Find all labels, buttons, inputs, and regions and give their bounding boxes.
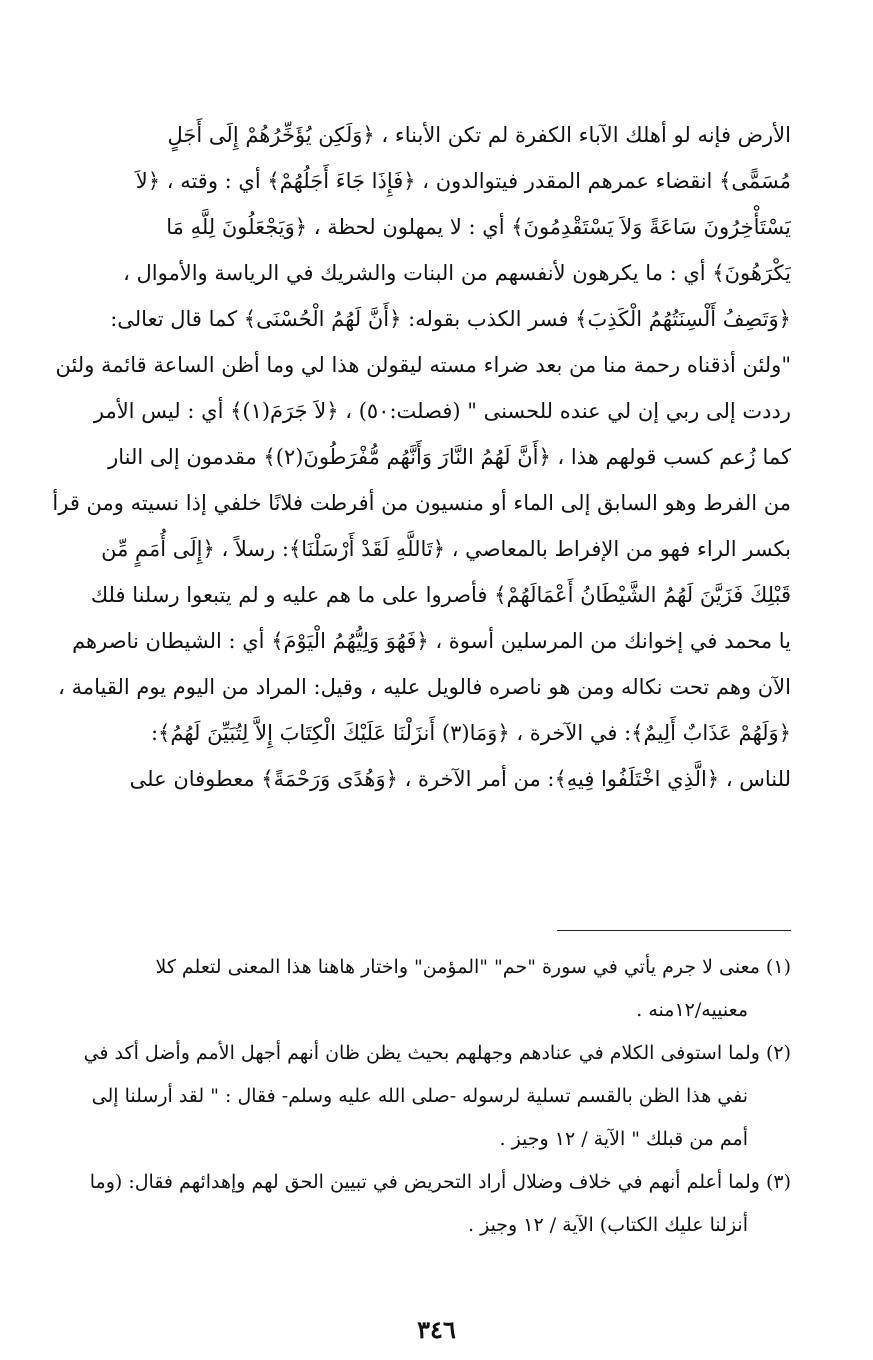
text-line-1: الأرض فإنه لو أهلك الآباء الكفرة لم تكن الأبناء ، ﴿وَلَكِن يُؤَخِّرُهُمْ إِلَى أَجَلٍ — [167, 123, 791, 147]
footnote-line: معنييه/١٢منه . — [636, 999, 748, 1021]
footnotes — [44, 946, 791, 1247]
footnote-line: أنزلنا عليك الكتاب) الآية / ١٢ وجيز . — [468, 1214, 748, 1236]
footnote-line: (٢) ولما استوفى الكلام في عنادهم وجهلهم بحيث يظن ظان أنهم أجهل الأمم وأضل أكد في — [83, 1042, 791, 1064]
text-line-9: من الفرط وهو السابق إلى الماء أو منسيون من أفرطت فلانًا خلفي إذا نسيته ومن قرأ — [52, 491, 791, 515]
text-line-3: يَسْتَأْخِرُونَ سَاعَةً وَلاَ يَسْتَقْدِمُونَ﴾ أي : لا يمهلون لحظة ، ﴿وَيَجْعَلُونَ لِلَّهِ مَا — [166, 215, 791, 239]
footnote-3 — [44, 1161, 791, 1247]
text-line-13: الآن وهم تحت نكاله ومن هو ناصره فالويل عليه ، وقيل: المراد من اليوم يوم القيامة ، — [58, 675, 791, 699]
text-line-8: كما زُعم كسب قولهم هذا ، ﴿أَنَّ لَهُمُ النَّارَ وَأَنَّهُم مُّفْرَطُونَ(٢)﴾ مقدمون إلى النار — [108, 445, 791, 469]
text-line-2: مُسَمًّى﴾ انقضاء عمرهم المقدر فيتوالدون ، ﴿فَإِذَا جَاءَ أَجَلُهُمْ﴾ أي : وقته ، ﴿لاَ — [135, 169, 791, 193]
footnote-separator — [557, 930, 791, 931]
footnote-1 — [44, 946, 791, 1032]
main-text — [44, 112, 791, 802]
footnote-line: (١) معنى لا جرم يأتي في سورة "حم" "المؤمن" واختار هاهنا هذا المعنى لتعلم كلا — [155, 956, 791, 978]
text-line-15: للناس ، ﴿الَّذِي اخْتَلَفُوا فِيهِ﴾: من أمر الآخرة ، ﴿وَهُدًى وَرَحْمَةً﴾ معطوفان على — [129, 767, 791, 791]
text-line-12: يا محمد في إخوانك من المرسلين أسوة ، ﴿فَهُوَ وَلِيُّهُمُ الْيَوْمَ﴾ أي : الشيطان ناصرهم — [72, 629, 791, 653]
text-line-10: بكسر الراء فهو من الإفراط بالمعاصي ، ﴿تَاللَّهِ لَقَدْ أَرْسَلْنَا﴾: رسلاً ، ﴿إِلَى أُمَمٍ مِّن — [101, 537, 791, 561]
footnote-2 — [44, 1032, 791, 1161]
page-number: ٣٤٦ — [417, 1315, 456, 1344]
footnote-line: نفي هذا الظن بالقسم تسلية لرسوله -صلى الله عليه وسلم- فقال : " لقد أرسلنا إلى — [91, 1085, 748, 1107]
text-line-5: ﴿وَتَصِفُ أَلْسِنَتُهُمُ الْكَذِبَ﴾ فسر الكذب بقوله: ﴿أَنَّ لَهُمُ الْحُسْنَى﴾ كما قال تعالى: — [110, 307, 791, 331]
text-line-11: قَبْلِكَ فَزَيَّنَ لَهُمُ الشَّيْطَانُ أَعْمَالَهُمْ﴾ فأصروا على ما هم عليه و لم يتبعوا رسلنا فلك — [90, 583, 791, 607]
footnote-line: (٣) ولما أعلم أنهم في خلاف وضلال أراد التحريض في تبيين الحق لهم وإهدائهم فقال: (وما — [89, 1171, 791, 1193]
text-line-7: رددت إلى ربي إن لي عنده للحسنى " (فصلت:٥٠) ، ﴿لاَ جَرَمَ(١)﴾ أي : ليس الأمر — [93, 399, 791, 423]
footnote-line: أمم من قبلك " الآية / ١٢ وجيز . — [499, 1128, 748, 1150]
text-line-6: "ولئن أذقناه رحمة منا من بعد ضراء مسته ليقولن هذا لي وما أظن الساعة قائمة ولئن — [55, 353, 791, 377]
text-line-4: يَكْرَهُونَ﴾ أي : ما يكرهون لأنفسهم من البنات والشريك في الرياسة والأموال ، — [123, 261, 791, 285]
text-line-14: ﴿وَلَهُمْ عَذَابٌ أَلِيمٌ﴾: في الآخرة ، ﴿وَمَا(٣) أَنزَلْنَا عَلَيْكَ الْكِتَابَ إِلاَّ لِتُبَيِّنَ لَهُمُ﴾: — [150, 721, 791, 745]
